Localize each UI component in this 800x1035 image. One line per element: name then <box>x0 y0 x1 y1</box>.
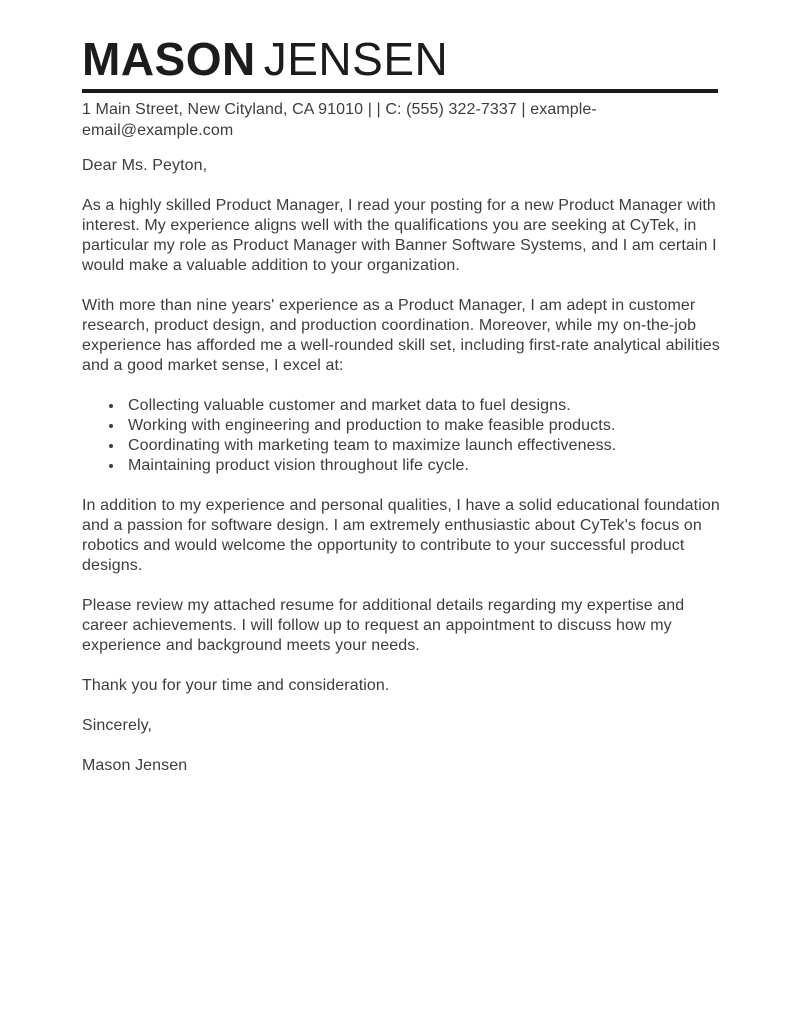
candidate-first-name: MASON <box>82 33 256 85</box>
thank-you-line: Thank you for your time and consideration. <box>82 677 390 694</box>
signature-name: Mason Jensen <box>82 757 188 774</box>
list-item: • Working with engineering and production to make feasible products. <box>124 416 730 436</box>
header-divider-rule <box>82 89 718 93</box>
candidate-name-heading <box>82 33 722 85</box>
paragraph-follow-up: Please review my attached resume for additional details regarding my expertise and career achievements. I will follow up to request an appointment to discuss how my experience and background meets your needs. <box>82 597 685 654</box>
valediction: Sincerely, <box>82 717 153 734</box>
paragraph-intro: As a highly skilled Product Manager, I read your posting for a new Product Manager with interest. My experience aligns well with the qualifications you are seeking at CyTek, in particular my role as Product Manager with Banner Software Systems, and I am certain I would make a valuable addition to your organization. <box>82 197 717 274</box>
salutation: Dear Ms. Peyton, <box>82 157 208 174</box>
contact-info-line: 1 Main Street, New Cityland, CA 91010 | | C: (555) 322-7337 | example-email@example.com <box>82 101 597 139</box>
list-item: • Coordinating with marketing team to maximize launch effectiveness. <box>124 436 730 456</box>
list-item: • Collecting valuable customer and market data to fuel designs. <box>124 396 730 416</box>
skills-bullet-list <box>82 396 730 476</box>
paragraph-experience: With more than nine years' experience as a Product Manager, I am adept in customer research, product design, and production coordination. Moreover, while my on-the-job experience has afforded me a well-rounded skill set, including first-rate analytical abilities and a good market sense, I excel at: <box>82 297 720 374</box>
letter-body <box>82 156 730 776</box>
candidate-last-name: JENSEN <box>263 33 449 85</box>
paragraph-education: In addition to my experience and personal qualities, I have a solid educational foundation and a passion for software design. I am extremely enthusiastic about CyTek's focus on robotics and would welcome the opportunity to contribute to your successful product designs. <box>82 497 720 574</box>
list-item: • Maintaining product vision throughout life cycle. <box>124 456 730 476</box>
